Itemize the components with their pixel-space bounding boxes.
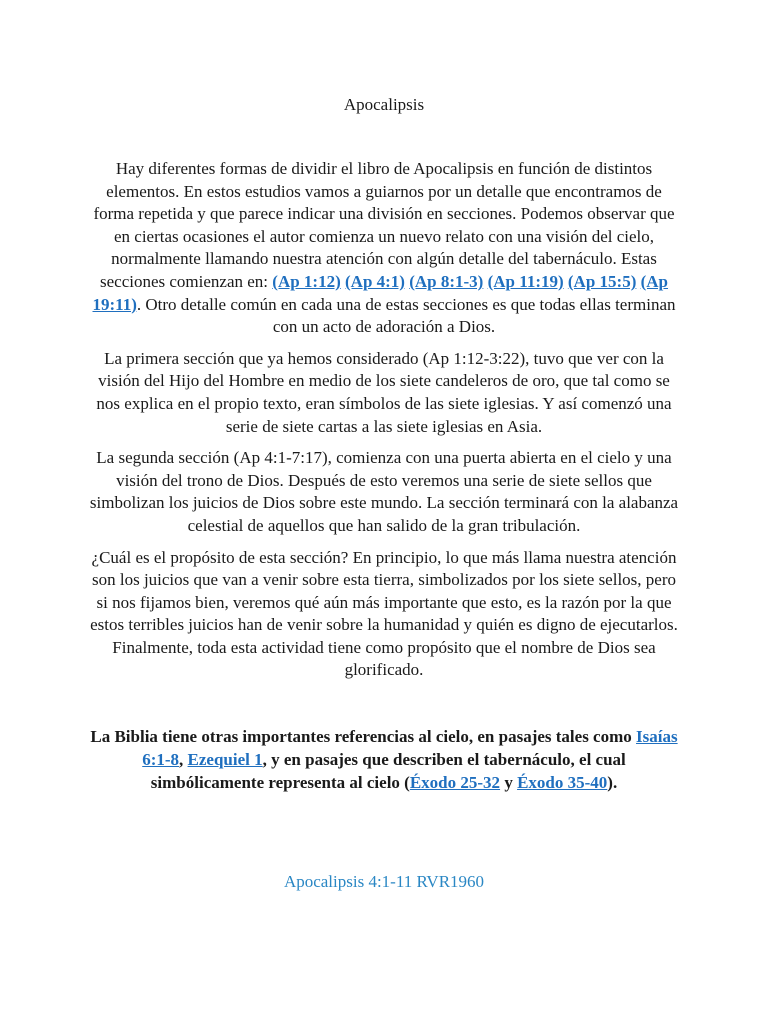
note-separator-2: y [500, 773, 518, 792]
link-exodo-35-40[interactable]: Éxodo 35-40 [517, 773, 608, 792]
note-text-1: La Biblia tiene otras importantes referencias al cielo, en pasajes tales como [90, 727, 637, 746]
link-ap-19-11[interactable]: (Ap 19:11) [92, 271, 669, 314]
paragraph-2: La primera sección que ya hemos considerado (Ap 1:12-3:22), tuvo que ver con la visión del Hijo del Hombre en medio de los siete candeleros de oro, que tal como se nos explica en el propio texto, eran símbolos de las siete iglesias. Y así comenzó una serie de siete cartas a las siete iglesias en Asia. [96, 348, 672, 436]
paragraph-1-text-before: Hay diferentes formas de dividir el libro de Apocalipsis en función de distintos elementos. En estos estudios vamos a guiarnos por un detalle que encontramos de forma repetida y que parece indicar una división en secciones. Podemos observar que en ciertas ocasiones el autor comienza un nuevo relato con una visión del cielo, normalmente llamando nuestra atención con algún detalle del tabernáculo. Estas secciones comienzan en: [93, 159, 675, 291]
paragraph-1 [86, 158, 682, 339]
document-body [86, 158, 682, 691]
link-ezequiel-1[interactable]: Ezequiel 1 [187, 750, 263, 769]
note-text-3: ). [607, 773, 618, 792]
paragraph-4: ¿Cuál es el propósito de esta sección? En principio, lo que más llama nuestra atención son los juicios que van a venir sobre esta tierra, simbolizados por los siete sellos, pero si nos fijamos bien, veremos qué aún más importante que esto, es la razón por la que estos terribles juicios han de venir sobre la humanidad y quién es digno de ejecutarlos. Finalmente, toda esta actividad tiene como propósito que el nombre de Dios sea glorificado. [90, 547, 678, 680]
link-exodo-25-32[interactable]: Éxodo 25-32 [409, 773, 501, 792]
link-ap-8-1-3[interactable]: (Ap 8:1-3) [409, 271, 484, 291]
bible-references-note [86, 725, 682, 794]
link-isaias-6-1-8[interactable]: Isaías 6:1-8 [142, 727, 678, 769]
document-title: Apocalipsis [343, 95, 425, 114]
paragraph-1-text-after: . Otro detalle común en cada una de estas secciones es que todas ellas terminan con un acto de adoración a Dios. [136, 294, 676, 337]
link-ap-11-19[interactable]: (Ap 11:19) [487, 271, 564, 291]
paragraph-3: La segunda sección (Ap 4:1-7:17), comienza con una puerta abierta en el cielo y una visión del trono de Dios. Después de esto veremos una serie de siete sellos que simbolizan los juicios de Dios sobre este mundo. La sección terminará con la alabanza celestial de aquellos que han salido de la gran tribulación. [89, 448, 679, 535]
link-ap-15-5[interactable]: (Ap 15:5) [567, 271, 637, 291]
link-ap-1-12[interactable]: (Ap 1:12) [272, 271, 341, 291]
passage-reference-heading: Apocalipsis 4:1-11 RVR1960 [283, 872, 485, 891]
link-ap-4-1[interactable]: (Ap 4:1) [345, 271, 405, 291]
note-separator-1: , [179, 750, 188, 769]
note-text-2: , y en pasajes que describen el tabernáculo, el cual simbólicamente representa al cielo ( [150, 750, 626, 792]
